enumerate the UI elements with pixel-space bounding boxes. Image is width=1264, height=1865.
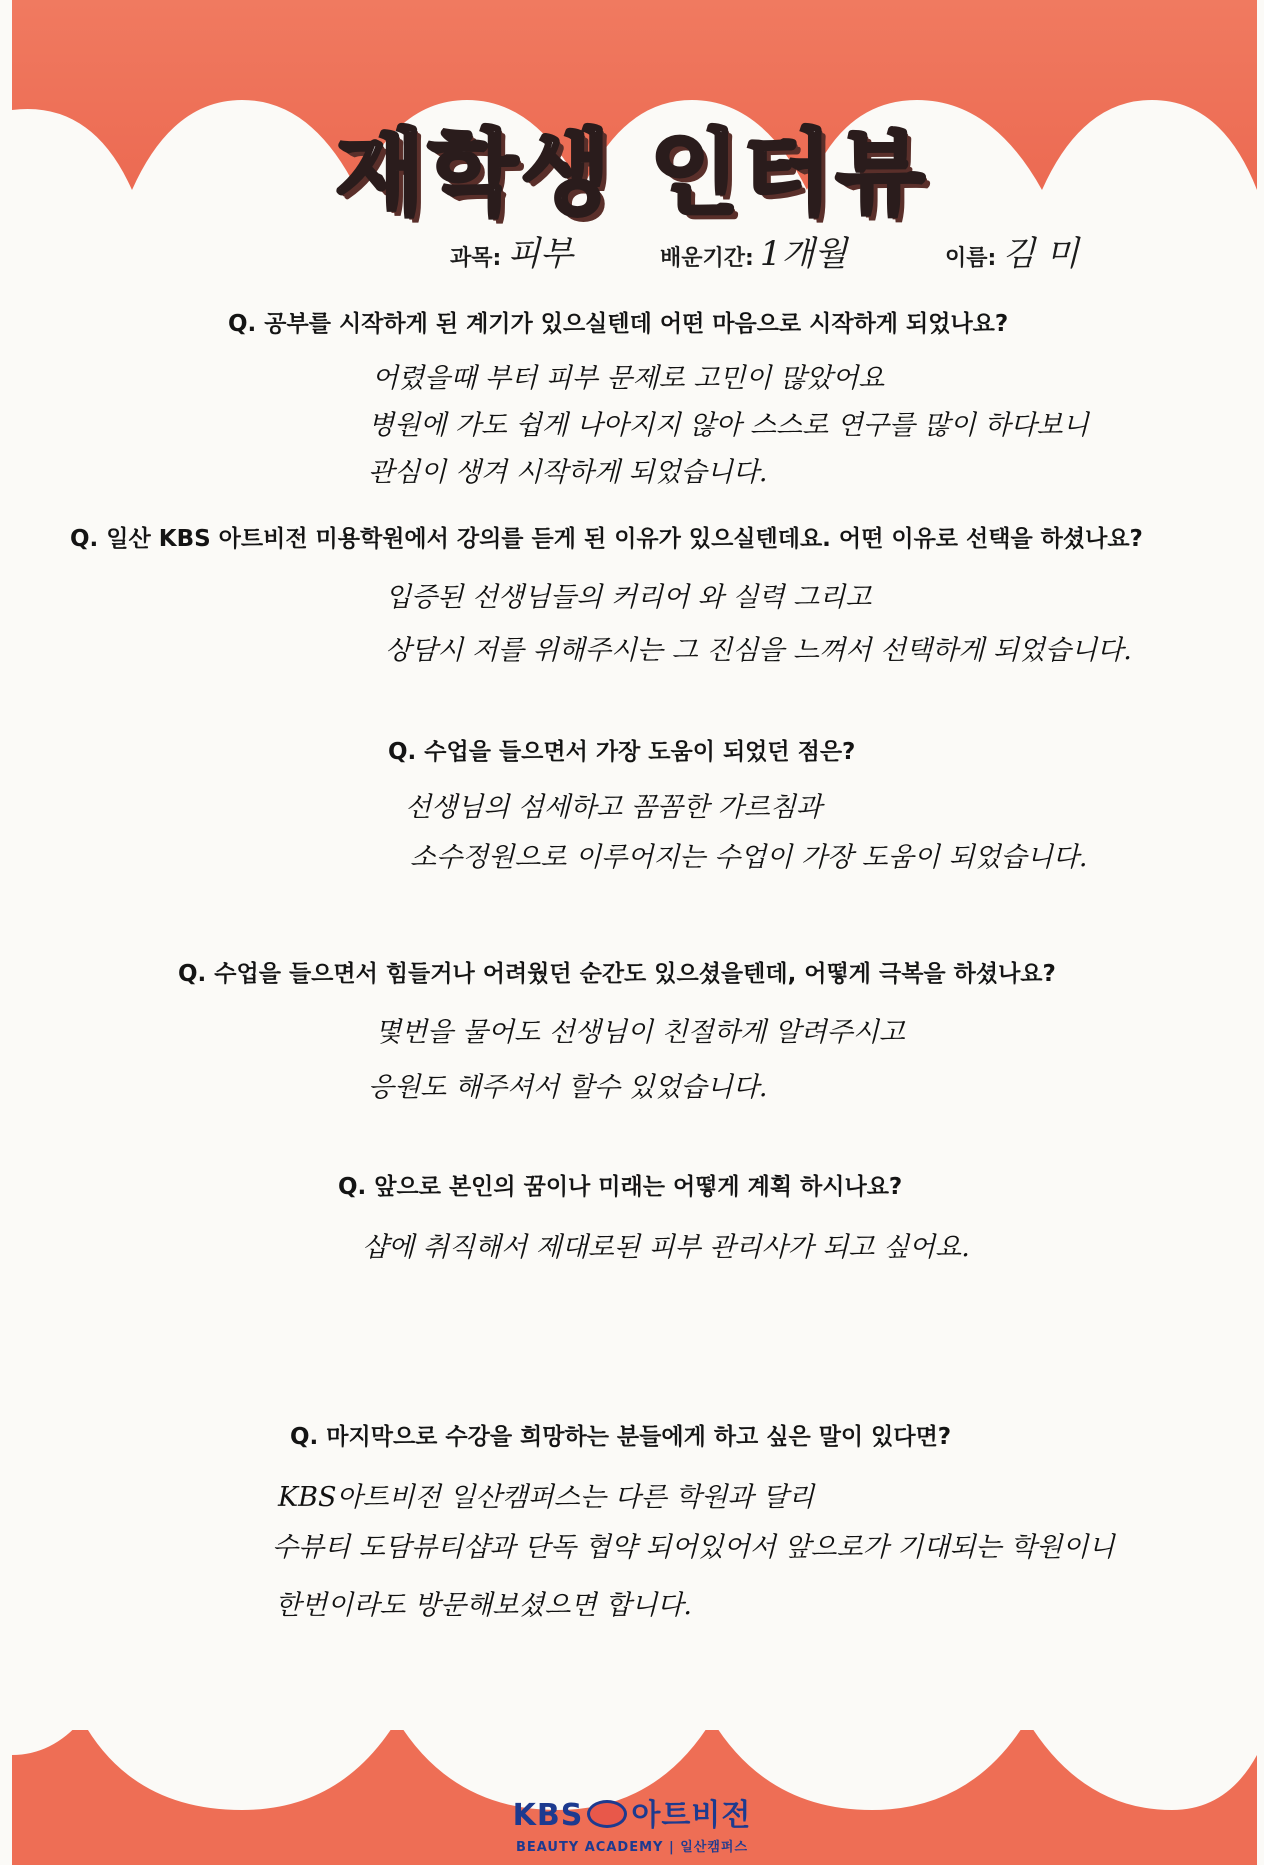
answer-1-line-3: 관심이 생겨 시작하게 되었습니다.	[368, 457, 768, 488]
meta-subject	[450, 226, 574, 274]
question-6: Q. 마지막으로 수강을 희망하는 분들에게 하고 싶은 말이 있다면?	[290, 1424, 952, 1450]
answer-3-line-2: 소수정원으로 이루어지는 수업이 가장 도움이 되었습니다.	[410, 842, 1088, 873]
meta-period	[660, 226, 848, 274]
answer-4-line-1: 몇번을 물어도 선생님이 친절하게 알려주시고	[375, 1017, 905, 1048]
answer-6-line-3: 한번이라도 방문해보셨으면 합니다.	[275, 1590, 692, 1621]
brand-sub-sep: |	[668, 1840, 675, 1855]
period-value: 1개월	[759, 234, 848, 274]
brand-kbs: KBS	[512, 1798, 584, 1833]
answer-2-line-2: 상담시 저를 위해주시는 그 진심을 느껴서 선택하게 되었습니다.	[385, 635, 1132, 666]
name-value: 김 미	[1002, 234, 1079, 274]
kbs-eye-icon	[587, 1800, 627, 1828]
subject-label: 과목:	[450, 246, 502, 271]
answer-5-line-1: 샵에 취직해서 제대로된 피부 관리사가 되고 싶어요.	[362, 1232, 970, 1263]
page-title: 재학생 인터뷰	[335, 120, 929, 227]
brand-sub-en: BEAUTY ACADEMY	[515, 1840, 664, 1855]
period-label: 배운기간:	[660, 246, 754, 271]
answer-1-line-2: 병원에 가도 쉽게 나아지지 않아 스스로 연구를 많이 하다보니	[368, 410, 1089, 441]
answer-2-line-1: 입증된 선생님들의 커리어 와 실력 그리고	[385, 582, 872, 613]
question-2: Q. 일산 KBS 아트비전 미용학원에서 강의를 듣게 된 이유가 있으실텐데요. 어떤 이유로 선택을 하셨나요?	[70, 526, 1143, 552]
brand-sub-ko: 일산캠퍼스	[680, 1840, 749, 1855]
brand-logo	[0, 1790, 1264, 1855]
question-4: Q. 수업을 들으면서 힘들거나 어려웠던 순간도 있으셨을텐데, 어떻게 극복을 하셨나요?	[178, 961, 1056, 987]
meta-name	[945, 226, 1079, 274]
subject-value: 피부	[507, 234, 574, 274]
answer-6-line-1: KBS아트비전 일산캠퍼스는 다른 학원과 달리	[278, 1482, 815, 1513]
question-3: Q. 수업을 들으면서 가장 도움이 되었던 점은?	[388, 739, 856, 765]
question-5: Q. 앞으로 본인의 꿈이나 미래는 어떻게 계획 하시나요?	[338, 1174, 903, 1200]
brand-subtitle	[0, 1836, 1264, 1855]
answer-1-line-1: 어렸을때 부터 피부 문제로 고민이 많았어요	[372, 363, 885, 394]
answer-3-line-1: 선생님의 섬세하고 꼼꼼한 가르침과	[405, 792, 822, 823]
answer-4-line-2: 응원도 해주셔서 할수 있었습니다.	[368, 1072, 768, 1103]
name-label: 이름:	[945, 246, 997, 271]
question-1: Q. 공부를 시작하게 된 계기가 있으실텐데 어떤 마음으로 시작하게 되었나요?	[228, 311, 1009, 337]
brand-name: 아트비전	[631, 1798, 752, 1833]
answer-6-line-2: 수뷰티 도담뷰티샵과 단독 협약 되어있어서 앞으로가 기대되는 학원이니	[272, 1532, 1115, 1563]
